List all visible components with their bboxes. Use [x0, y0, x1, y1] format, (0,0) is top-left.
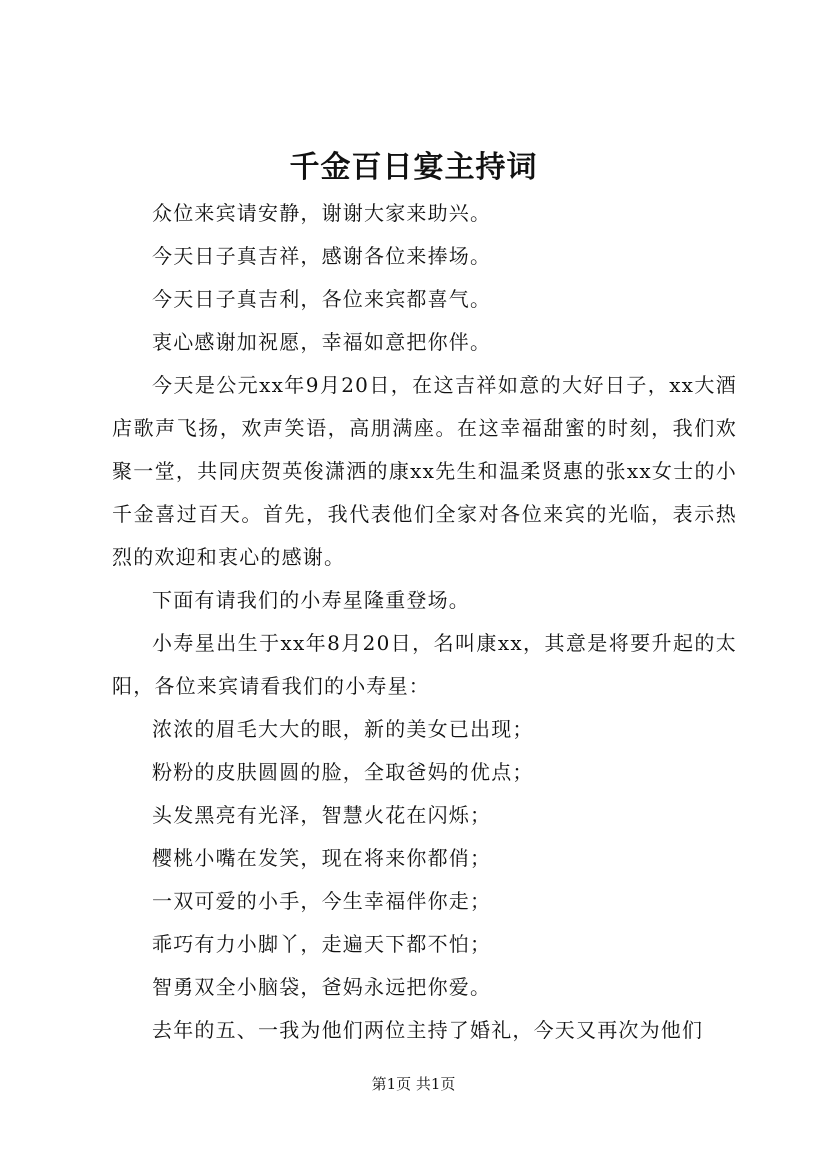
paragraph: 一双可爱的小手，今生幸福伴你走； — [152, 889, 492, 913]
paragraph: 小寿星出生于xx年8月20日，名叫康xx，其意是将要升起的太阳，各位来宾请看我们的小寿星： — [112, 631, 737, 698]
paragraph: 下面有请我们的小寿星隆重登场。 — [152, 588, 470, 612]
paragraph: 樱桃小嘴在发笑，现在将来你都俏； — [152, 846, 492, 870]
paragraph: 衷心感谢加祝愿，幸福如意把你伴。 — [152, 330, 492, 354]
paragraph: 去年的五、一我为他们两位主持了婚礼，今天又再次为他们 — [152, 1018, 704, 1042]
paragraph: 乖巧有力小脚丫，走遍天下都不怕； — [152, 932, 492, 956]
paragraph: 今天是公元xx年9月20日，在这吉祥如意的大好日子，xx大酒店歌声飞扬，欢声笑语，高朋满座。在这幸福甜蜜的时刻，我们欢聚一堂，共同庆贺英俊潇洒的康xx先生和温柔贤惠的张xx女士的小千金喜过百天。首先，我代表他们全家对各位来宾的光临，表示热烈的欢迎和衷心的感谢。 — [112, 373, 737, 569]
paragraph: 头发黑亮有光泽，智慧火花在闪烁； — [152, 803, 492, 827]
paragraph: 智勇双全小脑袋，爸妈永远把你爱。 — [152, 975, 492, 999]
paragraph: 今天日子真吉利，各位来宾都喜气。 — [152, 287, 492, 311]
paragraph: 今天日子真吉祥，感谢各位来捧场。 — [152, 244, 492, 268]
page-footer: 第1页 共1页 — [371, 1075, 456, 1093]
paragraph: 浓浓的眉毛大大的眼，新的美女已出现； — [152, 717, 534, 741]
paragraph: 众位来宾请安静，谢谢大家来助兴。 — [152, 201, 492, 225]
paragraph: 粉粉的皮肤圆圆的脸，全取爸妈的优点； — [152, 760, 534, 784]
document-body — [112, 192, 737, 1052]
document-title: 千金百日宴主持词 — [289, 150, 538, 185]
